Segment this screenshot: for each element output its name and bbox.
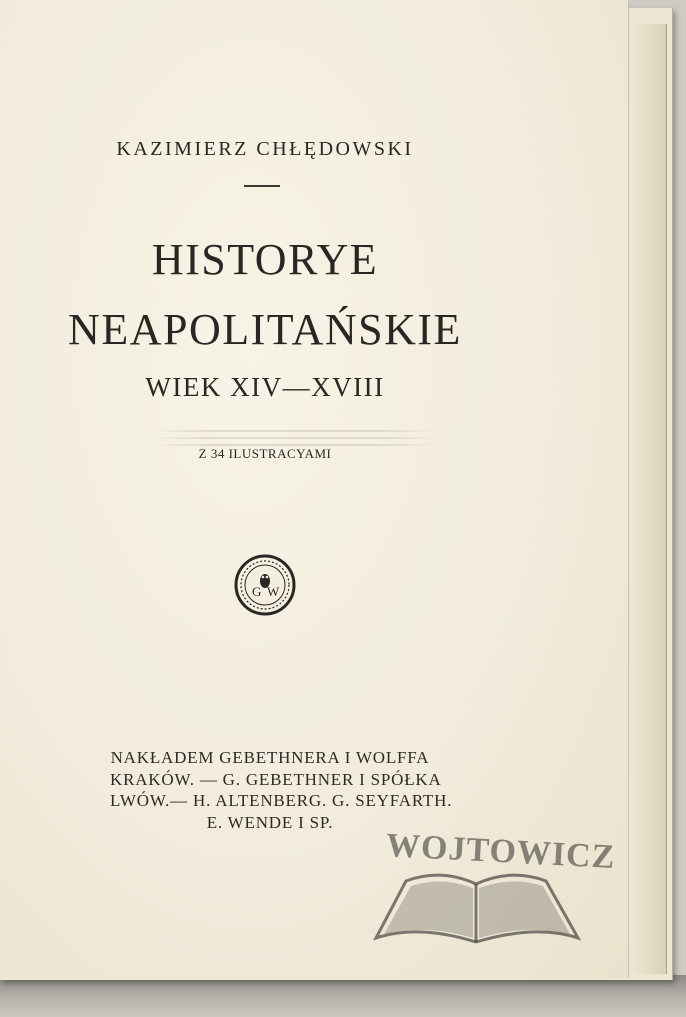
author-name: KAZIMIERZ CHŁĘDOWSKI xyxy=(116,138,414,160)
page-stack-edge-right xyxy=(626,24,667,974)
seller-watermark xyxy=(366,826,617,952)
open-book-icon xyxy=(366,826,617,952)
publisher-line-3: LWÓW.— H. ALTENBERG. G. SEYFARTH. xyxy=(110,791,453,810)
publisher-line-2: KRAKÓW. — G. GEBETHNER I SPÓŁKA xyxy=(110,770,442,789)
publisher-line-1: NAKŁADEM GEBETHNERA I WOLFFA xyxy=(110,748,430,767)
illustrations-note: Z 34 ILUSTRACYAMI xyxy=(198,446,332,461)
watermark-text: WOJTOWICZ xyxy=(385,827,617,877)
table-surface xyxy=(0,975,686,1017)
book-title-line-1: HISTORYE xyxy=(151,235,379,284)
book-subtitle: WIEK XIV—XVIII xyxy=(145,372,385,402)
publisher-line-4: E. WENDE I SP. xyxy=(206,813,334,832)
svg-text:G: G xyxy=(252,584,262,599)
owl-monogram-icon xyxy=(233,553,297,617)
book-title-line-2: NEAPOLITAŃSKIE xyxy=(68,305,462,354)
svg-text:W: W xyxy=(267,584,280,599)
author-divider xyxy=(244,185,280,187)
